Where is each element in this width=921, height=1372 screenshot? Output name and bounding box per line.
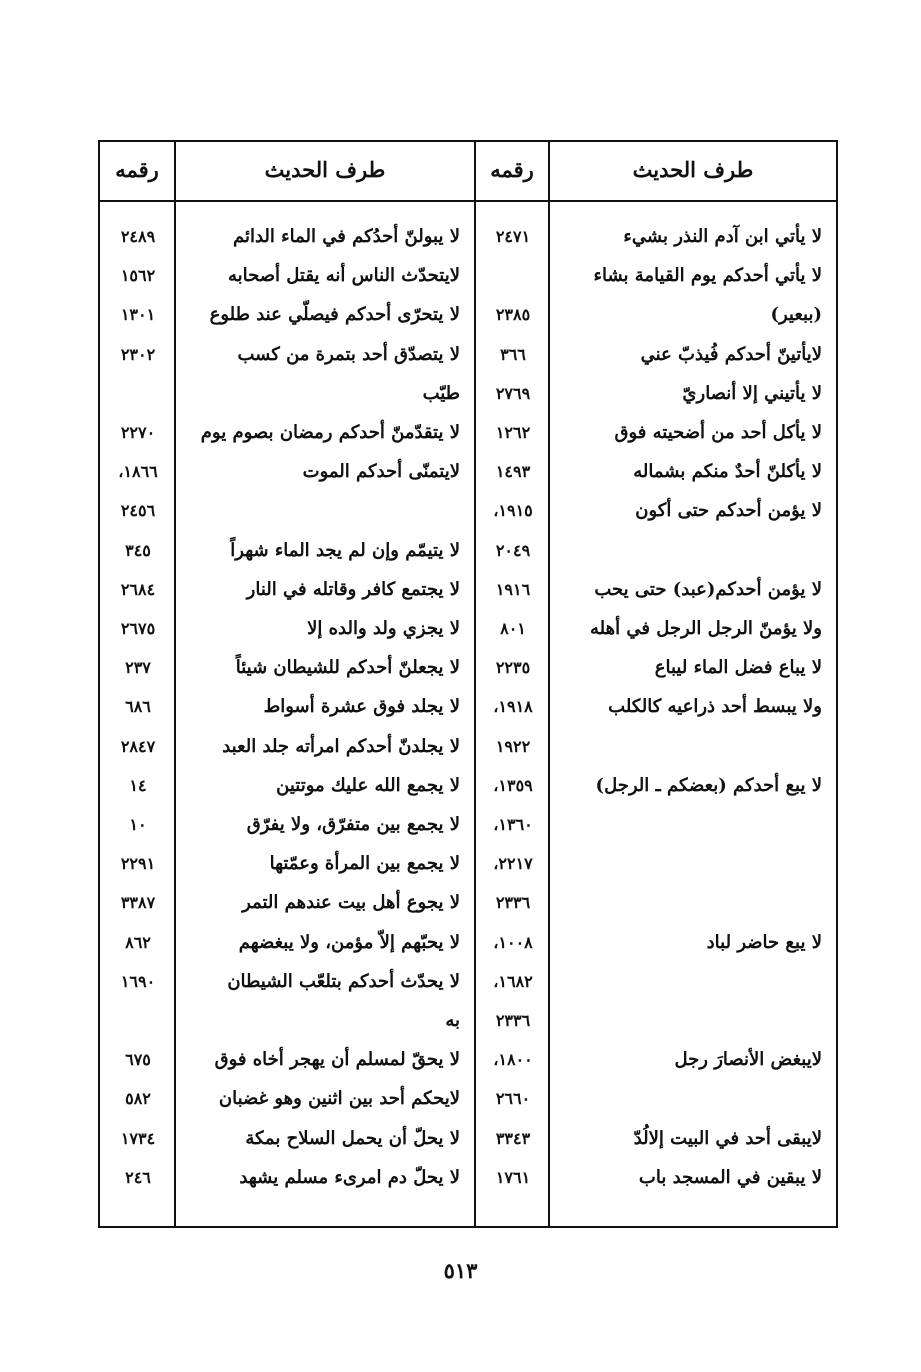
- table-row: [100, 257, 836, 295]
- hadith-text-left: لا يتيمّم وإن لم يجد الماء شهراً: [230, 539, 460, 561]
- hadith-text-left: لايتحدّث الناس أنه يقتل أصحابه: [227, 265, 460, 287]
- hadith-text-right: ولا يبسط أحد ذراعيه كالكلب: [608, 696, 822, 718]
- hadith-text-right: لايبغض الأنصارَ رجل: [674, 1049, 822, 1071]
- hadith-text-left: لا يجمع بين المرأة وعمّتها: [269, 853, 460, 875]
- hadith-text-right: لا يباع فضل الماء ليباع: [654, 657, 822, 679]
- hadith-text-left: لا يجمع الله عليك موتتين: [276, 774, 460, 796]
- hadith-text-right: [556, 963, 822, 1001]
- hadith-number-right: ٢٢١٧،: [493, 854, 533, 874]
- table-row: [100, 649, 836, 687]
- hadith-text-right: لا يؤمن أحدكم حتى أكون: [635, 500, 822, 522]
- hadith-number-right: ٢٣٣٦: [495, 893, 531, 913]
- table-row: [100, 884, 836, 922]
- hadith-number-right: [472, 257, 554, 295]
- hadith-text-left: [175, 492, 460, 530]
- hadith-number-left: ٣٣٨٧: [120, 893, 156, 913]
- hadith-text-left: لا يبولنّ أحدُكم في الماء الدائم: [232, 226, 460, 247]
- hadith-number-left: ٢٤٥٦: [120, 501, 156, 521]
- hadith-number-right: ٢٠٤٩: [495, 540, 531, 560]
- hadith-number-right: ١٩١٦: [495, 579, 531, 599]
- index-table: [98, 140, 838, 1228]
- hadith-text-left: لا يحبّهم إلاّ مؤمن، ولا يبغضهم: [238, 931, 460, 953]
- hadith-number-right: ٢٦٦٠: [495, 1089, 531, 1109]
- table-row: [100, 1159, 836, 1197]
- table-row: [100, 492, 836, 530]
- hadith-text-right: لا يؤمن أحدكم(عبد) حتى يحب: [594, 578, 822, 600]
- hadith-number-left: ٣٤٥: [125, 540, 151, 560]
- header-hadith-text-right: طرف الحديث: [632, 157, 754, 182]
- table-row: [100, 218, 836, 256]
- table-row: [100, 296, 836, 334]
- header-hadith-text-left: طرف الحديث: [264, 157, 386, 182]
- hadith-text-left: طيّب: [422, 382, 460, 404]
- header-number-left: رقمه: [115, 157, 159, 182]
- hadith-number-left: ٢٣٧: [125, 658, 151, 678]
- table-row: [100, 806, 836, 844]
- hadith-number-left: ٢٦٨٤: [120, 579, 156, 599]
- hadith-text-left: لا يحلّ أن يحمل السلاح بمكة: [245, 1127, 460, 1149]
- hadith-number-right: ١٣٥٩،: [493, 775, 533, 795]
- hadith-number-right: ١٠٠٨،: [493, 932, 533, 952]
- hadith-text-right: لا يبع أحدكم (بعضكم ـ الرجل): [595, 774, 822, 796]
- hadith-text-left: به: [445, 1010, 460, 1031]
- hadith-number-right: ١٣٦٠،: [493, 815, 533, 834]
- hadith-number-right: ٢٣٣٦: [495, 1011, 531, 1030]
- hadith-text-left: لا يجزي ولد والده إلا: [307, 618, 460, 639]
- hadith-text-left: لا يتحرّى أحدكم فيصلّي عند طلوع: [209, 304, 460, 326]
- hadith-text-left: لا يجعلنّ أحدكم للشيطان شيئاً: [235, 657, 460, 679]
- hadith-text-right: [556, 532, 822, 570]
- hadith-text-left: لا يحقّ لمسلم أن يهجر أخاه فوق: [214, 1049, 460, 1071]
- hadith-number-left: ١٣٠١: [120, 305, 156, 325]
- hadith-number-left: ١٤: [129, 775, 147, 795]
- hadith-text-left: لا يتصدّق أحد بتمرة من كسب: [237, 343, 460, 365]
- hadith-text-left: لايتمنّى أحدكم الموت: [302, 461, 460, 483]
- hadith-number-right: ١٤٩٣: [495, 462, 531, 482]
- hadith-number-left: ٦٨٦: [125, 697, 151, 717]
- page-number: ٥١٣: [443, 1258, 478, 1283]
- hadith-number-right: ١٦٨٢،: [493, 971, 533, 991]
- hadith-number-left: ١٧٣٤: [120, 1128, 156, 1148]
- hadith-text-right: [556, 845, 822, 883]
- hadith-number-right: ١٨٠٠،: [493, 1050, 533, 1070]
- hadith-text-left: لا يتقدّمنّ أحدكم رمضان بصوم يوم: [200, 422, 460, 443]
- hadith-number-left: ١٥٦٢: [120, 266, 156, 286]
- hadith-number-left: ٢٦٧٥: [120, 619, 156, 638]
- hadith-number-right: ١٩١٨،: [493, 697, 533, 717]
- table-row: [100, 845, 836, 883]
- hadith-text-right: لا يبقين في المسجد باب: [638, 1166, 822, 1188]
- table-row: [100, 375, 836, 413]
- hadith-text-right: لا يأكلنّ أحدٌ منكم بشماله: [633, 461, 822, 483]
- hadith-number-right: ٣٦٦: [500, 344, 526, 364]
- hadith-text-left: لا يجتمع كافر وقاتله في النار: [246, 578, 460, 600]
- hadith-text-left: لا يحدّث أحدكم بتلعّب الشيطان: [227, 970, 460, 992]
- hadith-number-right: ١٩١٥،: [493, 501, 533, 521]
- table-row: [100, 767, 836, 805]
- hadith-number-right: ١٩٢٢: [495, 736, 531, 756]
- header-divider: [100, 200, 836, 202]
- hadith-number-right: ٨٠١: [500, 619, 526, 638]
- hadith-text-right: لا يأتيني إلا أنصاريّ: [682, 382, 822, 404]
- table-row: [100, 571, 836, 609]
- hadith-number-left: ٢٨٤٧: [120, 736, 156, 756]
- hadith-text-right: [556, 806, 822, 844]
- table-row: [100, 688, 836, 726]
- hadith-text-right: لا يبع حاضر لباد: [706, 931, 822, 953]
- table-row: [100, 336, 836, 374]
- hadith-number-left: ٢٣٠٢: [120, 344, 156, 364]
- table-row: [100, 1120, 836, 1158]
- hadith-text-right: لايأتينّ أحدكم فُيذبّ عني: [640, 343, 822, 365]
- hadith-number-left: ١٠: [129, 815, 147, 834]
- hadith-text-right: لايبقى أحد في البيت إلالُدّ: [633, 1127, 822, 1149]
- table-row: [100, 1002, 836, 1040]
- hadith-text-right: [556, 1002, 822, 1040]
- hadith-text-left: لا يجلدنّ أحدكم امرأته جلد العبد: [222, 735, 460, 757]
- hadith-number-left: ٨٦٢: [125, 932, 151, 952]
- hadith-text-right: لا يأتي أحدكم يوم القيامة بشاء: [593, 265, 822, 287]
- hadith-number-left: [102, 1002, 174, 1040]
- hadith-number-left: ١٨٦٦،: [118, 462, 158, 482]
- table-row: [100, 924, 836, 962]
- hadith-number-left: [102, 375, 174, 413]
- hadith-number-left: ٢٢٧٠: [120, 423, 156, 442]
- hadith-text-right: لا يأكل أحد من أضحيته فوق: [614, 422, 822, 443]
- hadith-number-left: ٢٤٦: [125, 1167, 151, 1187]
- table-row: [100, 532, 836, 570]
- table-row: [100, 453, 836, 491]
- hadith-text-left: لا يجوع أهل بيت عندهم التمر: [242, 892, 460, 914]
- hadith-number-left: ١٦٩٠: [120, 971, 156, 991]
- hadith-number-right: ٢٤٧١: [495, 227, 531, 246]
- table-row: [100, 414, 836, 452]
- hadith-number-left: ٥٨٢: [125, 1089, 151, 1109]
- hadith-text-left: لايحكم أحد بين اثنين وهو غضبان: [218, 1088, 460, 1110]
- hadith-number-right: ٣٣٤٣: [495, 1128, 531, 1148]
- hadith-number-right: ٢٢٣٥: [495, 658, 531, 678]
- hadith-number-right: ٢٣٨٥: [495, 305, 531, 325]
- hadith-number-left: ٢٢٩١: [120, 854, 156, 874]
- hadith-text-left: لا يحلّ دم امرىء مسلم يشهد: [239, 1166, 460, 1188]
- hadith-number-right: ١٧٦١: [495, 1167, 531, 1187]
- table-row: [100, 1080, 836, 1118]
- hadith-text-right: [556, 884, 822, 922]
- hadith-number-left: ٢٤٨٩: [120, 227, 156, 246]
- table-row: [100, 728, 836, 766]
- hadith-text-right: [556, 1080, 822, 1118]
- hadith-number-right: ٢٧٦٩: [495, 383, 531, 403]
- hadith-number-left: ٦٧٥: [125, 1050, 151, 1070]
- hadith-text-left: لا يجلد فوق عشرة أسواط: [263, 696, 460, 718]
- hadith-text-right: [556, 728, 822, 766]
- header-number-right: رقمه: [490, 157, 534, 182]
- hadith-number-right: ١٢٦٢: [495, 423, 531, 442]
- hadith-text-right: ولا يؤمنّ الرجل الرجل في أهله: [589, 618, 822, 639]
- hadith-text-left: لا يجمع بين متفرّق، ولا يفرّق: [246, 814, 460, 835]
- hadith-text-right: (ببعير): [770, 304, 822, 326]
- table-row: [100, 963, 836, 1001]
- table-row: [100, 1041, 836, 1079]
- table-row: [100, 610, 836, 648]
- hadith-text-right: لا يأتي ابن آدم النذر بشيء: [623, 226, 822, 247]
